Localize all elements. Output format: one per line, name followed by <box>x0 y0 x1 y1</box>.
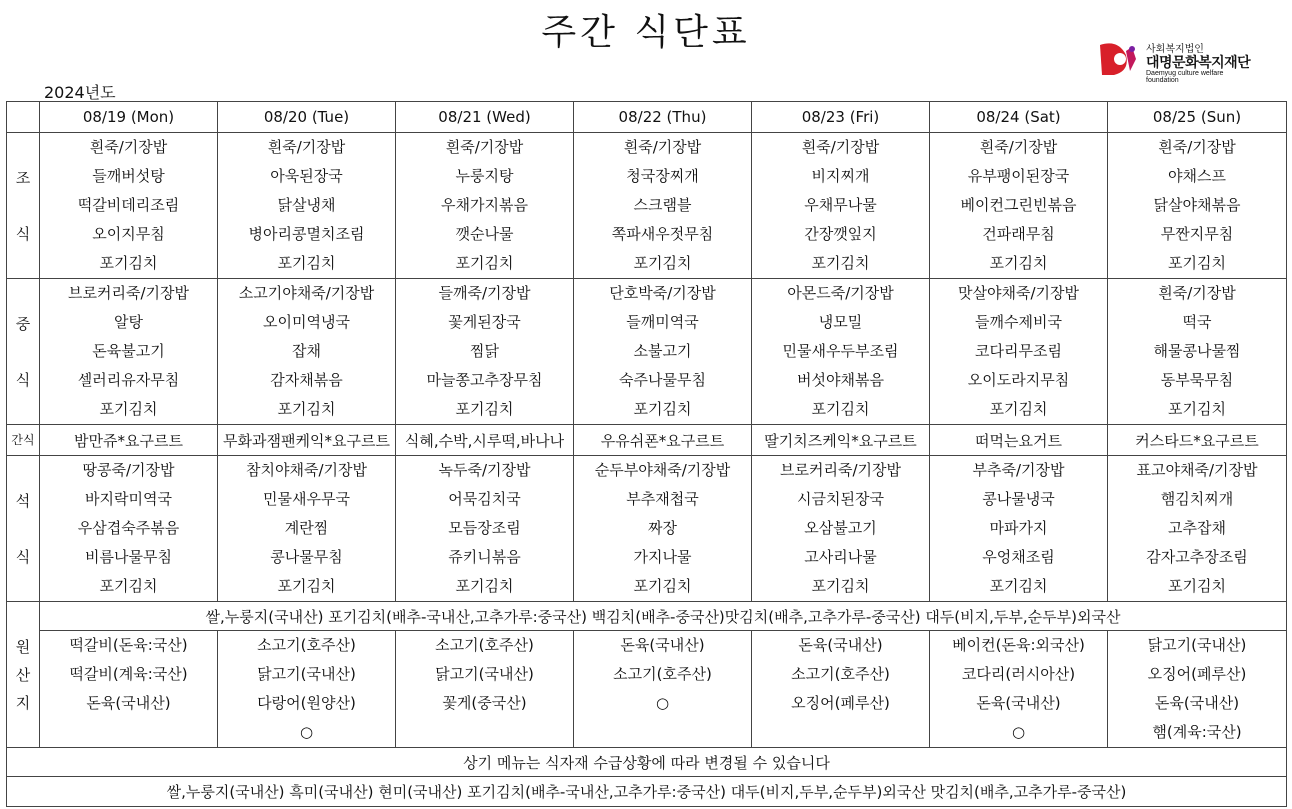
dinner-row <box>7 456 1287 602</box>
origin-label <box>7 602 40 748</box>
origin-item: 돈육(국내산) <box>976 694 1061 712</box>
menu-item: 포기김치 <box>633 254 692 272</box>
lunch-fri <box>752 279 930 425</box>
snack-sat: 떠먹는요거트 <box>930 425 1108 456</box>
dinner-label-1: 석 <box>15 491 31 510</box>
lunch-tue <box>218 279 396 425</box>
day-header-sun: 08/25 (Sun) <box>1108 102 1287 133</box>
menu-item: 깻순나물 <box>455 225 514 243</box>
origin-item: 소고기(호주산) <box>257 636 356 654</box>
menu-item: 셀러리유자무침 <box>77 371 180 389</box>
menu-item: 단호박죽/기장밥 <box>609 284 716 302</box>
menu-item: 돈육불고기 <box>92 342 165 360</box>
origin-item: 닭고기(국내산) <box>257 665 356 683</box>
origin-item: 닭고기(국내산) <box>1147 636 1247 654</box>
menu-item: 녹두죽/기장밥 <box>438 461 531 479</box>
snack-tue: 무화과잼팬케익*요구르트 <box>218 425 396 456</box>
menu-item: 숙주나물무침 <box>619 371 706 389</box>
page-title: 주간 식단표 <box>541 12 751 53</box>
menu-item: 유부팽이된장국 <box>967 167 1070 185</box>
menu-item: 포기김치 <box>277 254 336 272</box>
weekly-menu-table <box>6 101 1287 807</box>
lunch-sun <box>1108 279 1287 425</box>
menu-item: 흰죽/기장밥 <box>267 138 346 156</box>
notice-row <box>7 748 1287 777</box>
menu-item: 알탕 <box>114 313 143 331</box>
menu-item: 들깨수제비국 <box>975 313 1062 331</box>
lunch-wed <box>396 279 574 425</box>
menu-item: 포기김치 <box>1168 254 1226 272</box>
menu-item: 포기김치 <box>633 577 692 595</box>
menu-item: 오이지무침 <box>92 225 165 243</box>
origin-label-2: 산 <box>15 665 31 684</box>
dinner-label <box>7 456 40 602</box>
menu-item: 우엉채조림 <box>982 548 1055 566</box>
menu-item: 스크램블 <box>633 196 692 214</box>
day-header-mon: 08/19 (Mon) <box>40 102 218 133</box>
snack-fri: 딸기치즈케익*요구르트 <box>752 425 930 456</box>
origin-item: 떡갈비(계육:국산) <box>69 665 188 683</box>
menu-item: 포기김치 <box>1168 400 1226 418</box>
lunch-sat <box>930 279 1108 425</box>
breakfast-tue <box>218 133 396 279</box>
dinner-label-2: 식 <box>15 547 31 566</box>
snack-mon: 밤만쥬*요구르트 <box>40 425 218 456</box>
menu-item: 고사리나물 <box>804 548 877 566</box>
origin-item <box>752 718 929 747</box>
origin-item: 오징어(페루산) <box>791 694 890 712</box>
menu-item: 포기김치 <box>455 254 514 272</box>
day-header-sat: 08/24 (Sat) <box>930 102 1108 133</box>
origin-days-row <box>7 631 1287 748</box>
menu-item: 포기김치 <box>1168 577 1226 595</box>
origin-common-note: 쌀,누룽지(국내산) 포기김치(배추-국내산,고추가루:중국산) 백김치(배추-중국산)맛김치(배추,고추가루-중국산) 대두(비지,두부,순두부)외국산 <box>40 602 1287 631</box>
logo-subtitle: 사회복지법인 <box>1146 44 1204 55</box>
footer-row <box>7 777 1287 807</box>
origin-tue <box>218 631 396 748</box>
menu-item: 포기김치 <box>99 400 158 418</box>
menu-item: 들깨미역국 <box>626 313 699 331</box>
menu-item: 고추잡채 <box>1168 519 1226 537</box>
menu-item: 맛살야채죽/기장밥 <box>958 284 1079 302</box>
menu-item: 오이도라지무침 <box>967 371 1070 389</box>
lunch-thu <box>574 279 752 425</box>
menu-item: 찜닭 <box>470 342 499 360</box>
corner-cell <box>7 102 40 133</box>
breakfast-sat <box>930 133 1108 279</box>
menu-item: 포기김치 <box>989 400 1048 418</box>
menu-item: 야채스프 <box>1168 167 1226 185</box>
origin-item: 돈육(국내산) <box>798 636 883 654</box>
day-header-thu: 08/22 (Thu) <box>574 102 752 133</box>
origin-wed <box>396 631 574 748</box>
menu-item: 꽃게된장국 <box>448 313 521 331</box>
menu-item: 포기김치 <box>277 400 336 418</box>
origin-label-3: 지 <box>15 693 31 712</box>
lunch-row <box>7 279 1287 425</box>
menu-item: 간장깻잎지 <box>804 225 877 243</box>
logo-name: 대명문화복지재단 <box>1146 54 1251 70</box>
dinner-mon <box>40 456 218 602</box>
menu-item: 마늘쫑고추장무침 <box>426 371 543 389</box>
origin-thu <box>574 631 752 748</box>
menu-item: 흰죽/기장밥 <box>1158 138 1236 156</box>
menu-item: 바지락미역국 <box>85 490 172 508</box>
menu-item: 어묵김치국 <box>448 490 521 508</box>
menu-item: 포기김치 <box>99 577 158 595</box>
menu-item: 브로커리죽/기장밥 <box>780 461 901 479</box>
menu-item: 잡채 <box>292 342 321 360</box>
menu-item: 떡국 <box>1182 313 1212 331</box>
menu-item: 포기김치 <box>455 400 514 418</box>
dinner-fri <box>752 456 930 602</box>
menu-item: 포기김치 <box>99 254 158 272</box>
origin-item: 소고기(호주산) <box>435 636 534 654</box>
breakfast-thu <box>574 133 752 279</box>
lunch-label <box>7 279 40 425</box>
foundation-logo-icon <box>1096 41 1138 79</box>
menu-item: 가지나물 <box>633 548 692 566</box>
menu-item: 땅콩죽/기장밥 <box>82 461 175 479</box>
menu-item: 포기김치 <box>811 254 870 272</box>
origin-item: 베이컨(돈육:외국산) <box>952 636 1085 654</box>
origin-item: 다랑어(원양산) <box>257 694 356 712</box>
menu-item: 마파가지 <box>989 519 1048 537</box>
day-header-row <box>7 102 1287 133</box>
snack-sun: 커스타드*요구르트 <box>1108 425 1287 456</box>
menu-item: 순두부야채죽/기장밥 <box>594 461 731 479</box>
menu-item: 감자고추장조림 <box>1146 548 1248 566</box>
menu-item: 우삼겹숙주볶음 <box>77 519 180 537</box>
origin-item: ○ <box>1011 723 1026 741</box>
menu-item: 우채가지볶음 <box>441 196 528 214</box>
menu-item: 우채무나물 <box>804 196 877 214</box>
menu-item: 부추재첩국 <box>626 490 699 508</box>
origin-label-1: 원 <box>15 637 31 656</box>
breakfast-label-1: 조 <box>15 168 31 187</box>
menu-item: 포기김치 <box>811 577 870 595</box>
breakfast-sun <box>1108 133 1287 279</box>
menu-item: 냉모밀 <box>818 313 863 331</box>
menu-item: 콩나물냉국 <box>982 490 1055 508</box>
foundation-logo <box>1096 38 1256 84</box>
menu-item: 짜장 <box>648 519 677 537</box>
menu-item: 포기김치 <box>989 577 1048 595</box>
logo-english-name: Daemyug culture welfare foundation <box>1146 70 1224 84</box>
origin-item: 오징어(페루산) <box>1147 665 1247 683</box>
menu-item: 흰죽/기장밥 <box>979 138 1058 156</box>
snack-label: 간식 <box>7 425 40 456</box>
menu-item: 해물콩나물찜 <box>1153 342 1241 360</box>
menu-item: 포기김치 <box>633 400 692 418</box>
menu-item: 소불고기 <box>633 342 692 360</box>
menu-item: 포기김치 <box>989 254 1048 272</box>
menu-item: 쥬키니볶음 <box>448 548 521 566</box>
menu-item: 건파래무침 <box>982 225 1055 243</box>
day-header-wed: 08/21 (Wed) <box>396 102 574 133</box>
dinner-sun <box>1108 456 1287 602</box>
origin-mon <box>40 631 218 748</box>
dinner-tue <box>218 456 396 602</box>
menu-item: 햄김치찌개 <box>1160 490 1234 508</box>
menu-item: 청국장찌개 <box>626 167 699 185</box>
menu-item: 부추죽/기장밥 <box>972 461 1065 479</box>
menu-item: 베이컨그린빈볶음 <box>960 196 1077 214</box>
menu-item: 참치야채죽/기장밥 <box>246 461 367 479</box>
origin-item <box>396 718 573 747</box>
origin-sun <box>1108 631 1287 748</box>
breakfast-label-2: 식 <box>15 224 31 243</box>
menu-item: 흰죽/기장밥 <box>623 138 702 156</box>
lunch-label-1: 중 <box>15 314 31 333</box>
menu-item: 모듬장조림 <box>448 519 521 537</box>
menu-item: 브로커리죽/기장밥 <box>68 284 189 302</box>
menu-item: 무짠지무침 <box>1160 225 1234 243</box>
menu-item: 민물새우두부조림 <box>782 342 899 360</box>
menu-item: 포기김치 <box>811 400 870 418</box>
origin-sat <box>930 631 1108 748</box>
menu-item: 닭살냉채 <box>277 196 336 214</box>
origin-common-row <box>7 602 1287 631</box>
menu-item: 아몬드죽/기장밥 <box>787 284 894 302</box>
menu-item: 오삼불고기 <box>804 519 877 537</box>
menu-item: 표고야채죽/기장밥 <box>1136 461 1258 479</box>
origin-item: 돈육(국내산) <box>620 636 705 654</box>
menu-item: 흰죽/기장밥 <box>89 138 168 156</box>
menu-item: 흰죽/기장밥 <box>801 138 880 156</box>
menu-item: 아욱된장국 <box>270 167 343 185</box>
origin-item: 햄(계육:국산) <box>1152 723 1242 741</box>
menu-item: 병아리콩멸치조림 <box>248 225 365 243</box>
menu-item: 비름나물무침 <box>85 548 172 566</box>
dinner-sat <box>930 456 1108 602</box>
origin-item: ○ <box>655 694 670 712</box>
menu-item: 닭살야채볶음 <box>1153 196 1241 214</box>
origin-footer: 쌀,누룽지(국내산) 흑미(국내산) 현미(국내산) 포기김치(배추-국내산,고추가루:중국산) 대두(비지,두부,순두부)외국산 맛김치(배추,고추가루-중국산) <box>7 777 1287 807</box>
menu-item: 버섯야채볶음 <box>797 371 884 389</box>
menu-item: 쪽파새우젓무침 <box>611 225 714 243</box>
breakfast-row <box>7 133 1287 279</box>
snack-row <box>7 425 1287 456</box>
menu-item: 코다리무조림 <box>975 342 1062 360</box>
day-header-tue: 08/20 (Tue) <box>218 102 396 133</box>
origin-item: 코다리(러시아산) <box>961 665 1076 683</box>
year-label: 2024년도 <box>44 83 116 102</box>
breakfast-label <box>7 133 40 279</box>
menu-item: 소고기야채죽/기장밥 <box>238 284 375 302</box>
origin-item <box>574 718 751 747</box>
origin-item: 소고기(호주산) <box>791 665 890 683</box>
origin-item: 떡갈비(돈육:국산) <box>69 636 188 654</box>
menu-item: 비지찌개 <box>811 167 870 185</box>
menu-item: 민물새우무국 <box>263 490 350 508</box>
origin-item: 돈육(국내산) <box>1154 694 1240 712</box>
menu-item: 시금치된장국 <box>797 490 884 508</box>
menu-item: 감자채볶음 <box>270 371 343 389</box>
menu-item: 떡갈비데리조림 <box>77 196 180 214</box>
origin-item <box>40 718 217 747</box>
menu-item: 흰죽/기장밥 <box>1158 284 1236 302</box>
menu-item: 들깨죽/기장밥 <box>438 284 531 302</box>
snack-wed: 식혜,수박,시루떡,바나나 <box>396 425 574 456</box>
lunch-mon <box>40 279 218 425</box>
menu-item: 동부묵무침 <box>1160 371 1234 389</box>
menu-item: 콩나물무침 <box>270 548 343 566</box>
menu-item: 포기김치 <box>455 577 514 595</box>
day-header-fri: 08/23 (Fri) <box>752 102 930 133</box>
origin-item: 꽃게(중국산) <box>442 694 527 712</box>
dinner-thu <box>574 456 752 602</box>
menu-item: 계란찜 <box>284 519 329 537</box>
menu-item: 포기김치 <box>277 577 336 595</box>
dinner-wed <box>396 456 574 602</box>
breakfast-wed <box>396 133 574 279</box>
change-notice: 상기 메뉴는 식자재 수급상황에 따라 변경될 수 있습니다 <box>7 748 1287 777</box>
origin-item: 닭고기(국내산) <box>435 665 534 683</box>
origin-item: 돈육(국내산) <box>86 694 171 712</box>
menu-item: 누룽지탕 <box>455 167 514 185</box>
menu-item: 오이미역냉국 <box>263 313 350 331</box>
breakfast-fri <box>752 133 930 279</box>
origin-item: ○ <box>299 723 314 741</box>
lunch-label-2: 식 <box>15 370 31 389</box>
breakfast-mon <box>40 133 218 279</box>
origin-item: 소고기(호주산) <box>613 665 712 683</box>
origin-fri <box>752 631 930 748</box>
menu-item: 흰죽/기장밥 <box>445 138 524 156</box>
snack-thu: 우유쉬폰*요구르트 <box>574 425 752 456</box>
menu-item: 들깨버섯탕 <box>92 167 165 185</box>
